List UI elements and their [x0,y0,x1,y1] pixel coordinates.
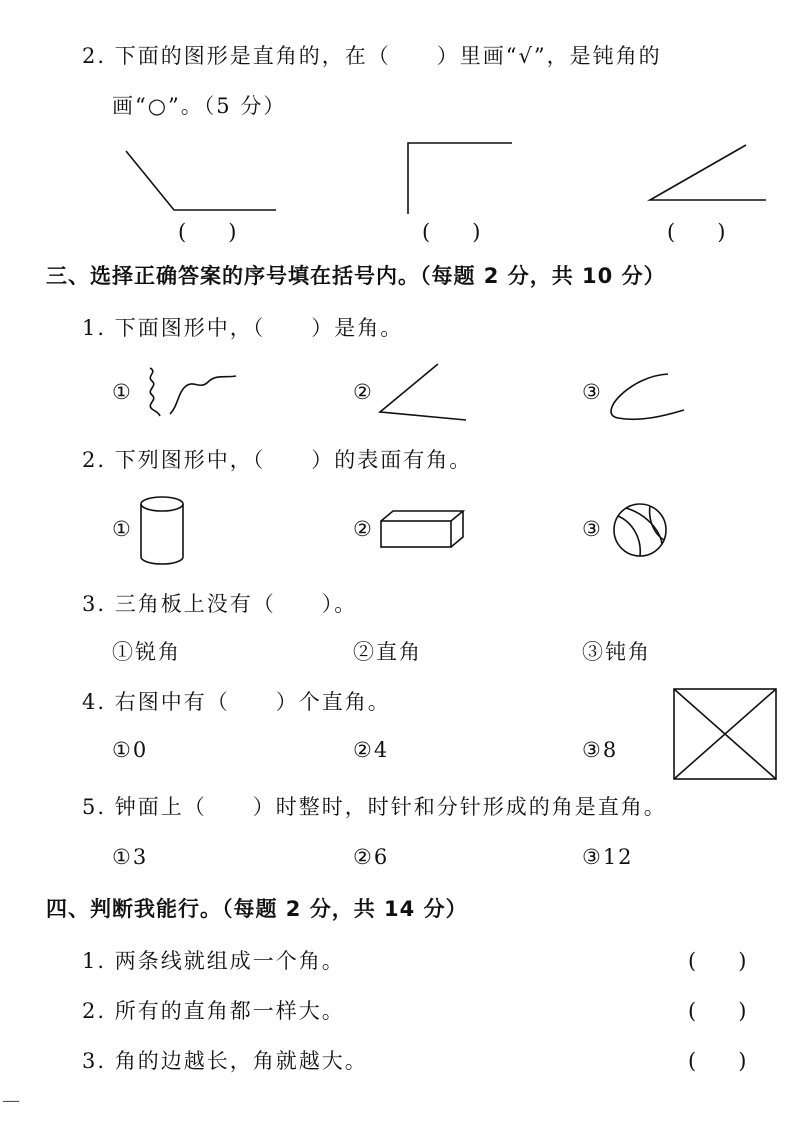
p4-item-1-text: 1. 两条线就组成一个角。 [82,949,345,973]
q2-line2: 画“○”。（5 分） [112,94,287,118]
q2-line1: 2. 下面的图形是直角的，在（ ）里画“√”，是钝角的 [82,44,662,68]
p4-item-3-text: 3. 角的边越长，角就越大。 [82,1049,368,1073]
p4-item-1-bracket[interactable]: ( ) [688,949,747,973]
p4-item-2-text: 2. 所有的直角都一样大。 [82,999,345,1023]
p3-q4-opt1: ①0 [112,738,149,762]
p3-q3-text: 3. 三角板上没有（ ）。 [82,592,358,616]
p3-q4-opt2: ②4 [353,738,390,762]
p3-q2-opt3: ③ [582,517,603,541]
p3-q5-text: 5. 钟面上（ ）时整时，时针和分针形成的角是直角。 [82,795,667,819]
p3-q1-opt1: ① [112,380,133,404]
footer-mark: — [2,1090,20,1111]
p3-q5-opt1: ①3 [112,845,149,869]
part3-heading: 三、选择正确答案的序号填在括号内。（每题 2 分，共 10 分） [46,264,666,288]
answer-bracket-1[interactable]: ( ) [178,220,237,244]
p3-q1-opt2: ② [353,380,374,404]
p3-q3-opt3: ③钝角 [582,640,651,664]
p3-q2-opt1: ① [112,517,133,541]
p3-q2-opt2: ② [353,517,374,541]
p3-q1-text: 1. 下面图形中，（ ）是角。 [82,316,404,340]
p3-q3-opt2: ②直角 [353,640,422,664]
p3-q4-opt3: ③8 [582,738,619,762]
p4-item-2-bracket[interactable]: ( ) [688,999,747,1023]
p3-q3-opt1: ①锐角 [112,640,181,664]
part4-heading: 四、判断我能行。（每题 2 分，共 14 分） [46,897,468,921]
p3-q5-opt3: ③12 [582,845,634,869]
p3-q4-text: 4. 右图中有（ ）个直角。 [82,690,391,714]
answer-bracket-2[interactable]: ( ) [422,220,481,244]
p3-q5-opt2: ②6 [353,845,390,869]
p3-q2-text: 2. 下列图形中，（ ）的表面有角。 [82,448,473,472]
p4-item-3-bracket[interactable]: ( ) [688,1049,747,1073]
p3-q1-opt3: ③ [582,380,603,404]
answer-bracket-3[interactable]: ( ) [667,220,726,244]
